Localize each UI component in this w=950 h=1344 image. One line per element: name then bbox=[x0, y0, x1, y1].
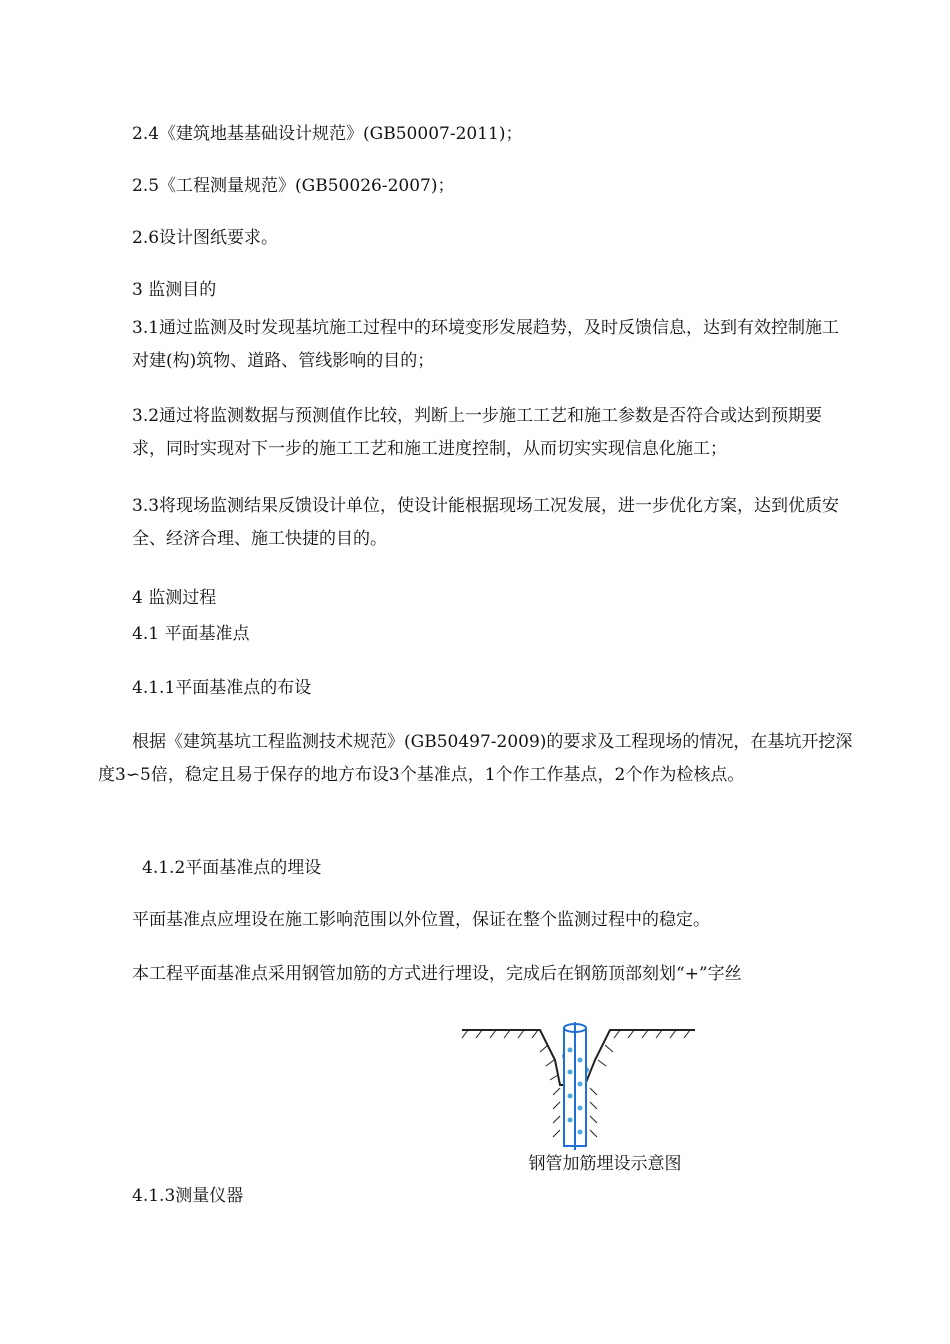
para-3-2: 3.2通过将监测数据与预测值作比较，判断上一步施工工艺和施工参数是否符合或达到预期要求，同时实现对下一步的施工工艺和施工进度控制，从而切实实现信息化施工； bbox=[132, 406, 823, 459]
para-4-1-2-body-1: 平面基准点应埋设在施工影响范围以外位置，保证在整个监测过程中的稳定。 bbox=[132, 910, 710, 930]
heading-3: 3 监测目的 bbox=[132, 280, 217, 300]
para-ref-2-4: 2.4《建筑地基基础设计规范》(GB50007-2011)； bbox=[132, 124, 523, 144]
pipe-embedding-diagram bbox=[460, 1020, 700, 1155]
heading-4: 4 监测过程 bbox=[132, 588, 217, 608]
para-3-3: 3.3将现场监测结果反馈设计单位，使设计能根据现场工况发展，进一步优化方案，达到优质安全、经济合理、施工快捷的目的。 bbox=[132, 496, 840, 549]
heading-4-1: 4.1 平面基准点 bbox=[132, 624, 250, 644]
para-4-1-2-body-2: 本工程平面基准点采用钢管加筋的方式进行埋设，完成后在钢筋顶部刻划“+”字丝 bbox=[132, 964, 742, 984]
para-3-1: 3.1通过监测及时发现基坑施工过程中的环境变形发展趋势，及时反馈信息，达到有效控制施工对建(构)筑物、道路、管线影响的目的； bbox=[132, 318, 840, 371]
figure-caption: 钢管加筋埋设示意图 bbox=[528, 1154, 682, 1174]
heading-4-1-1: 4.1.1平面基准点的布设 bbox=[132, 678, 312, 698]
para-ref-2-6: 2.6设计图纸要求。 bbox=[132, 228, 279, 248]
para-ref-2-5: 2.5《工程测量规范》(GB50026-2007)； bbox=[132, 176, 455, 196]
heading-4-1-2: 4.1.2平面基准点的埋设 bbox=[142, 858, 322, 878]
para-4-1-1-body: 根据《建筑基坑工程监测技术规范》(GB50497-2009)的要求及工程现场的情况，在基坑开挖深度3∽5倍，稳定且易于保存的地方布设3个基准点，1个作工作基点，2个作为检核点。 bbox=[98, 732, 853, 785]
heading-4-1-3: 4.1.3测量仪器 bbox=[132, 1186, 244, 1206]
